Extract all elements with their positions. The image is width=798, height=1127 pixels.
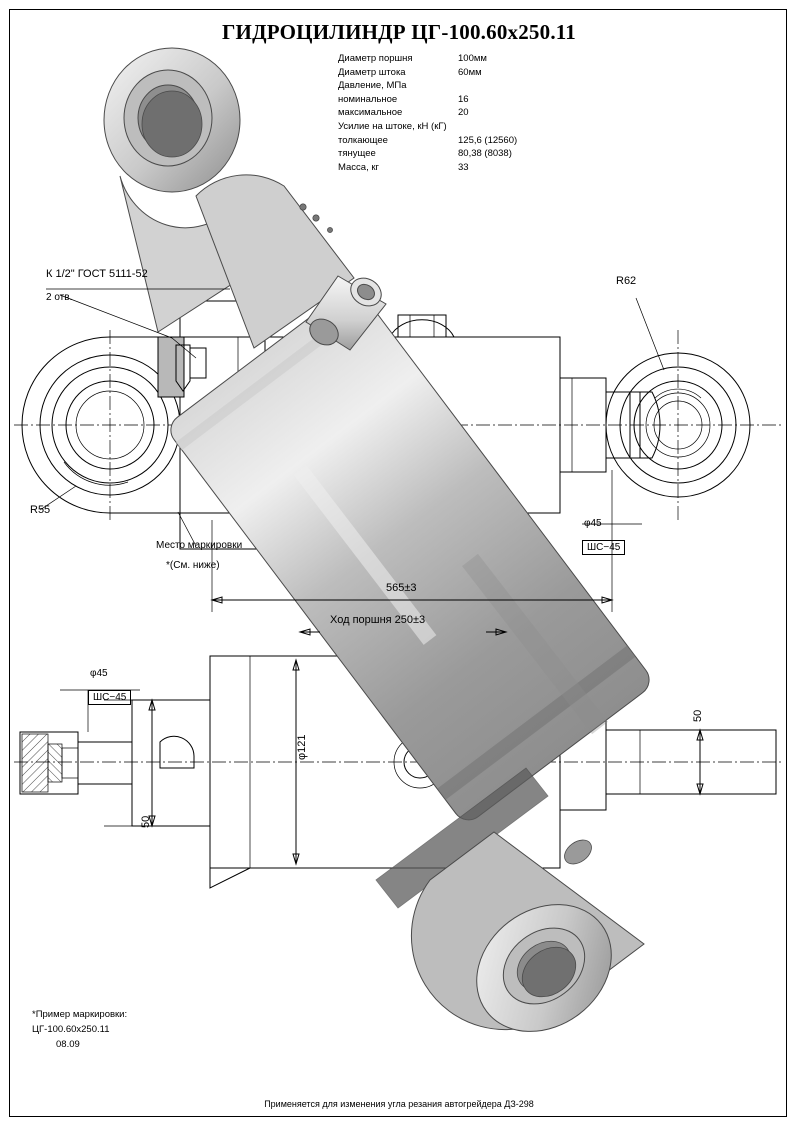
spec-key: толкающее: [338, 134, 388, 146]
callout-marking-note: *(См. ниже): [166, 560, 220, 571]
spec-value: 100мм: [458, 53, 487, 64]
callout-bearing-type-top: ШС−45: [582, 540, 625, 555]
marking-example-line2: ЦГ-100.60x250.11: [32, 1024, 110, 1035]
spec-key: Диаметр штока: [338, 66, 406, 78]
spec-key: Масса, кг: [338, 161, 379, 173]
dimension-piston-stroke: Ход поршня 250±3: [330, 614, 426, 626]
isometric-cylinder-render: [104, 48, 655, 1058]
spec-key: номинальное: [338, 93, 398, 105]
spec-value: 33: [458, 161, 469, 173]
footer-note: Применяется для изменения угла резания автогрейдера ДЗ-298: [264, 1099, 534, 1109]
spec-key: Диаметр поршня: [338, 53, 413, 64]
marking-example-line3: 08.09: [56, 1039, 80, 1050]
callout-marking-place: Место маркировки: [156, 540, 243, 551]
dimension-width-left: 50: [140, 815, 152, 828]
spec-key: Давление, МПа: [338, 80, 407, 92]
callout-radius-r55: R55: [30, 504, 51, 516]
spec-value: 60мм: [458, 66, 482, 78]
spec-key: тянущее: [338, 148, 376, 160]
callout-radius-r62: R62: [616, 275, 637, 287]
callout-bearing-dia-top: φ45: [584, 518, 602, 529]
dimension-body-diameter: φ121: [296, 734, 308, 760]
spec-value: 125,6 (12560): [458, 134, 518, 146]
spec-value: 16: [458, 93, 469, 105]
callout-thread-spec: К 1/2" ГОСТ 5111-52: [46, 268, 148, 280]
callout-holes-count: 2 отв.: [46, 292, 73, 303]
page-title: ГИДРОЦИЛИНДР ЦГ-100.60x250.11: [221, 20, 577, 44]
spec-key: максимальное: [338, 107, 403, 119]
callout-bearing-dia-bottom: φ45: [90, 668, 108, 679]
dimension-total-length: 565±3: [386, 582, 417, 594]
spec-value: 20: [458, 107, 469, 119]
spec-key: Усилие на штоке, кН (кГ): [338, 120, 447, 132]
marking-example-line1: *Пример маркировки:: [32, 1009, 128, 1020]
spec-value: 80,38 (8038): [458, 148, 512, 160]
dimension-width-right: 50: [692, 709, 704, 722]
callout-bearing-type-bottom: ШС−45: [88, 690, 131, 705]
